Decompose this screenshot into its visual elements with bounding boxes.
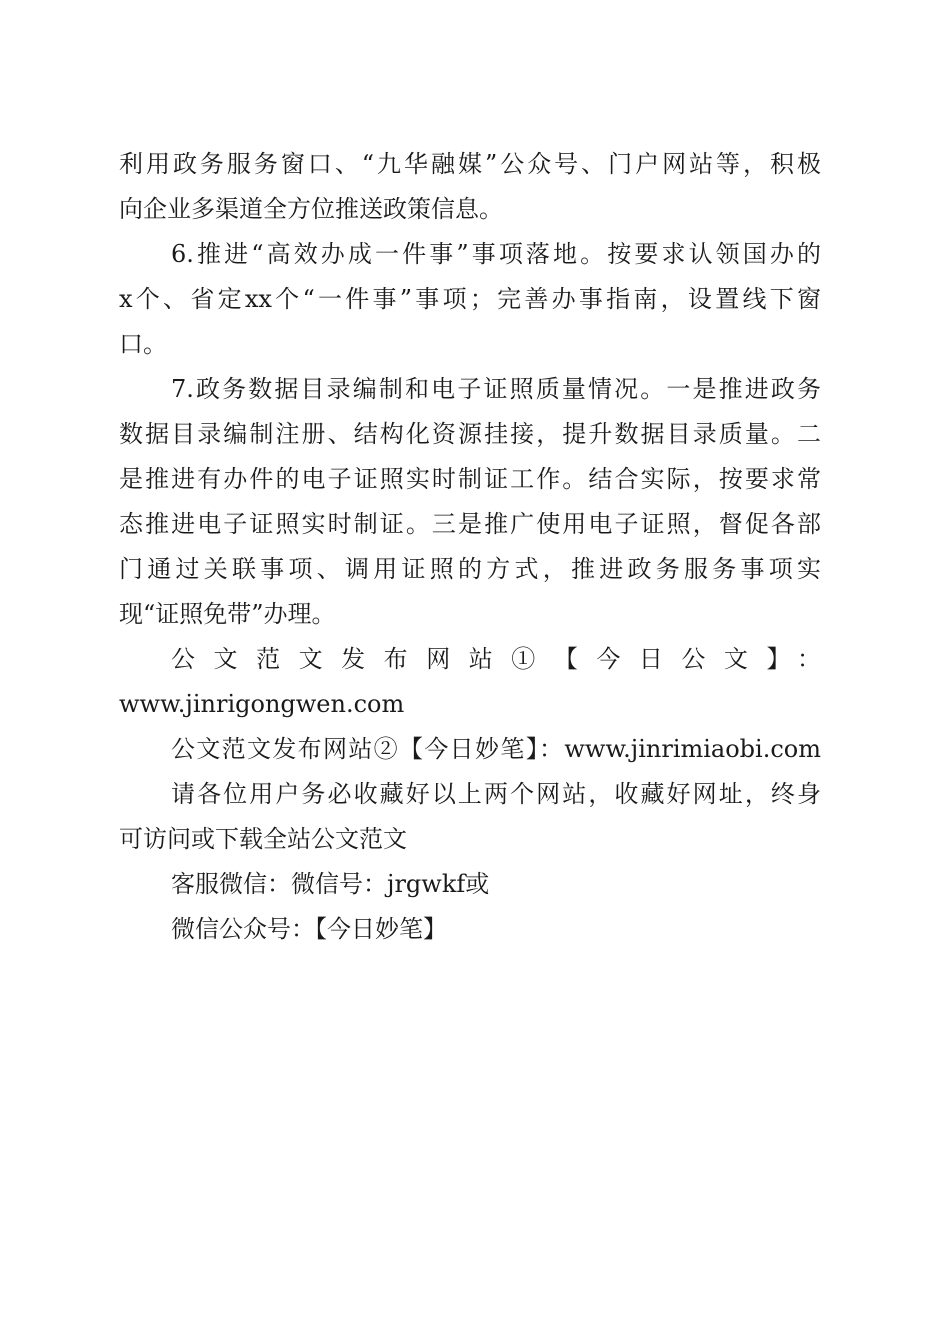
site-1-label: 公文范文发布网站①【今日公文】： xyxy=(171,645,821,673)
paragraph-line: 利用政务服务窗口、“九华融媒”公众号、门户网站等，积极 xyxy=(119,150,821,178)
paragraph-line: 现“证照免带”办理。 xyxy=(119,600,336,628)
paragraph-line: 是推进有办件的电子证照实时制证工作。结合实际，按要求常 xyxy=(119,465,821,493)
paragraph-1 xyxy=(119,142,821,232)
paragraph-line: 7.政务数据目录编制和电子证照质量情况。一是推进政务 xyxy=(171,375,821,403)
paragraph-line: 向企业多渠道全方位推送政策信息。 xyxy=(119,195,503,223)
wechat-service-line: 客服微信：微信号：jrgwkf或 xyxy=(171,870,490,898)
site-1-url: www.jinrigongwen.com xyxy=(119,690,405,718)
paragraph-line: 态推进电子证照实时制证。三是推广使用电子证照，督促各部 xyxy=(119,510,821,538)
footer-info xyxy=(119,637,821,952)
paragraph-line: 6.推进“高效办成一件事”事项落地。按要求认领国办的 xyxy=(171,240,821,268)
notice-line: 可访问或下载全站公文范文 xyxy=(119,825,407,853)
paragraph-line: 口。 xyxy=(119,330,167,358)
paragraph-line: 数据目录编制注册、结构化资源挂接，提升数据目录质量。二 xyxy=(119,420,821,448)
document-page xyxy=(119,142,821,952)
notice-line: 请各位用户务必收藏好以上两个网站，收藏好网址，终身 xyxy=(171,780,821,808)
paragraph-2 xyxy=(119,232,821,367)
paragraph-line: 门通过关联事项、调用证照的方式，推进政务服务事项实 xyxy=(119,555,821,583)
wechat-official-line: 微信公众号：【今日妙笔】 xyxy=(171,915,447,943)
paragraph-line: x个、省定xx个“一件事”事项；完善办事指南，设置线下窗 xyxy=(119,285,821,313)
paragraph-3 xyxy=(119,367,821,637)
site-2-line: 公文范文发布网站②【今日妙笔】：www.jinrimiaobi.com xyxy=(171,735,821,763)
